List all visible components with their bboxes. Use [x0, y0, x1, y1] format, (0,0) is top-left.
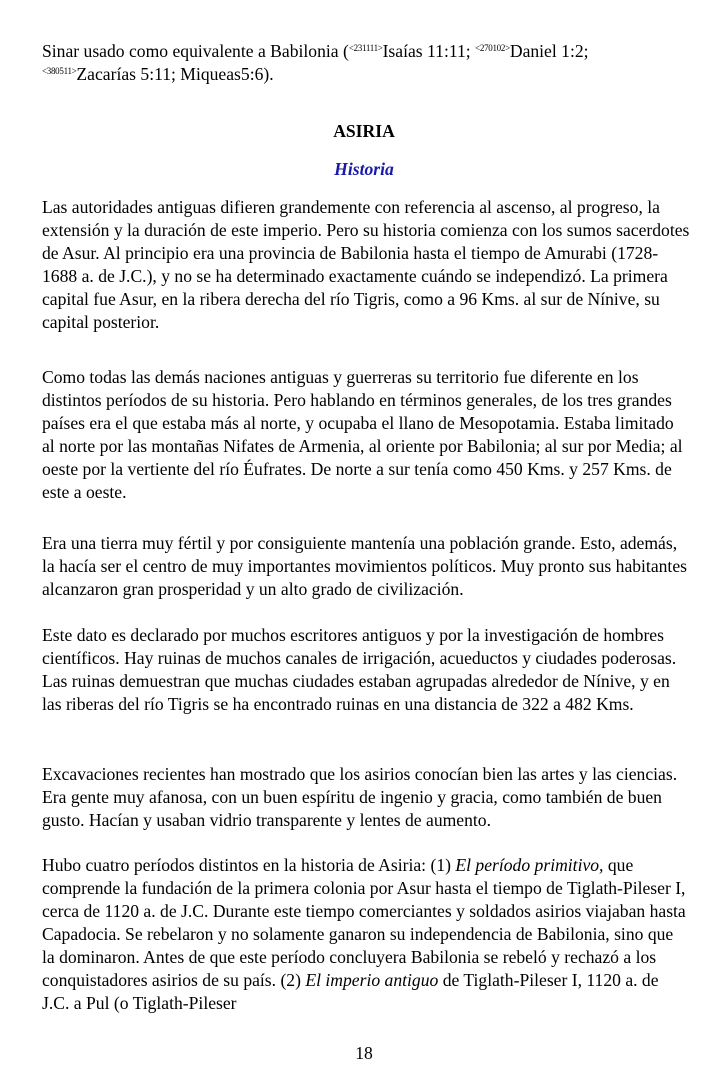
intro-text-3: Daniel 1:2; [509, 41, 589, 61]
intro-text-2: Isaías 11:11; [382, 41, 476, 61]
paragraph-6 [42, 854, 690, 1015]
paragraph-text: Como todas las demás naciones antiguas y guerreras su territorio fue diferente en los distintos períodos de su historia. Pero hablando en términos generales, de los tres grandes países era el que estaba más al norte, y ocupaba el llano de Mesopotamia. Estaba limitado al norte por las montañas Nifates de Armenia, al oriente por Babilonia; al sur por Media; al oeste por la vertiente del río Éufrates. De norte a sur tenía como 450 Kms. y 257 Kms. de este a oeste. [42, 367, 683, 502]
paragraph-text: Este dato es declarado por muchos escritores antiguos y por la investigación de hombres científicos. Hay ruinas de muchos canales de irrigación, acueductos y ciudades poderosas. Las ruinas demuestran que muchas ciudades estaban agrupadas alrededor de Nínive, y en las riberas del río Tigris se ha encontrado ruinas en una distancia de 322 a 482 Kms. [42, 625, 677, 714]
italic-period-primitive: El período primitivo, [455, 855, 604, 875]
paragraph-3 [42, 532, 690, 601]
intro-text-4: Zacarías 5:11; Miqueas5:6). [76, 64, 274, 84]
reference-marker: <380511> [42, 66, 77, 76]
last-part-1: Hubo cuatro períodos distintos en la historia de Asiria: (1) [42, 855, 456, 875]
paragraph-text [42, 854, 690, 1015]
paragraph-text: Excavaciones recientes han mostrado que los asirios conocían bien las artes y las ciencias. Era gente muy afanosa, con un buen espíritu de ingenio y gracia, como también de buen gusto. Hacían y usaban vidrio transparente y lentes de aumento. [42, 764, 678, 830]
intro-paragraph [42, 40, 690, 86]
paragraph-2 [42, 366, 690, 504]
intro-text-1: Sinar usado como equivalente a Babilonia ( [42, 41, 349, 61]
intro-text [42, 40, 690, 86]
page-number: 18 [355, 1043, 373, 1063]
section-subtitle: Historia [334, 159, 394, 179]
paragraph-text: Era una tierra muy fértil y por consiguiente mantenía una población grande. Esto, además, la hacía ser el centro de muy importantes movimientos políticos. Muy pronto sus habitantes alcanzaron gran prosperidad y un alto grado de civilización. [42, 533, 687, 599]
section-title: ASIRIA [333, 121, 395, 141]
paragraph-4 [42, 624, 690, 716]
last-part-2: que comprende la fundación de la primera colonia por Asur hasta el tiempo de Tiglath-Pileser I, cerca de 1120 a. de J.C. Durante este tiempo comerciantes y soldados asirios viajaban hasta Capadocia. Se rebelaron y no solamente ganaron su independencia de Babilonia, sino que la dominaron. Antes de que este período concluyera Babilonia se rebeló y rechazó a los conquistadores asirios de su país. (2) [42, 855, 686, 990]
last-part-3: de Tiglath-Pileser I, 1120 a. de J.C. a Pul (o Tiglath-Pileser [42, 970, 659, 1013]
reference-marker: <231111> [348, 43, 383, 53]
italic-ancient-empire: El imperio antiguo [305, 970, 439, 990]
reference-marker: <270102> [475, 43, 510, 53]
paragraph-5 [42, 763, 690, 832]
paragraph-text: Las autoridades antiguas difieren grandemente con referencia al ascenso, al progreso, la extensión y la duración de este imperio. Pero su historia comienza con los sumos sacerdotes de Asur. Al principio era una provincia de Babilonia hasta el tiempo de Amurabi (1728- 1688 a. de J.C.), y no se ha determinado exactamente cuándo se independizó. La primera capital fue Asur, en la ribera derecha del río Tigris, como a 96 Kms. al sur de Nínive, su capital posterior. [42, 197, 690, 332]
paragraph-1 [42, 196, 690, 334]
